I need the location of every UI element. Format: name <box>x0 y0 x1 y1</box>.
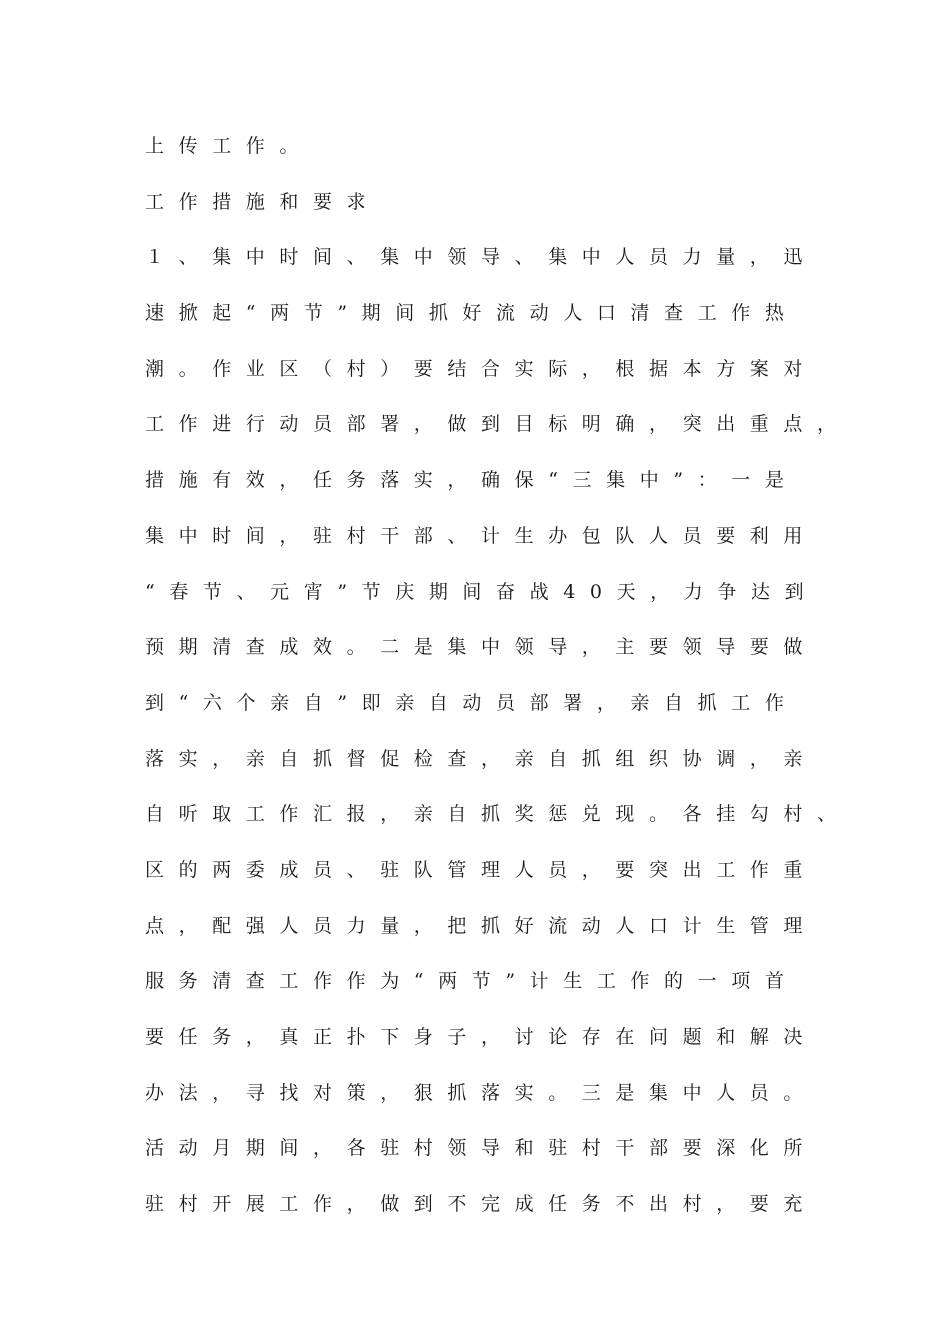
text-line: 点，配强人员力量，把抓好流动人口计生管理 <box>145 914 818 937</box>
text-line: 上传工作。 <box>145 135 314 157</box>
text-line: 要任务，真正扑下身子，讨论存在问题和解决 <box>145 1026 818 1048</box>
text-line: 工作进行动员部署，做到目标明确，突出重点， <box>145 413 851 436</box>
text-line: 办法，寻找对策，狠抓落实。三是集中人员。 <box>145 1081 818 1104</box>
text-line: “春节、元宵”节庆期间奋战40天，力争达到 <box>145 580 819 603</box>
text-line: 自听取工作汇报，亲自抓奖惩兑现。各挂勾村、 <box>145 803 851 826</box>
text-line: 到“六个亲自”即亲自动员部署，亲自抓工作 <box>145 691 799 714</box>
text-line: 速掀起“两节”期间抓好流动人口清查工作热 <box>145 302 799 325</box>
body-text <box>145 130 851 1244</box>
text-line: 措施有效，任务落实，确保“三集中”：一是 <box>145 469 799 492</box>
text-line: 活动月期间，各驻村领导和驻村干部要深化所 <box>145 1137 818 1160</box>
text-line: 服务清查工作作为“两节”计生工作的一项首 <box>145 970 799 993</box>
text-line: 落实，亲自抓督促检查，亲自抓组织协调，亲 <box>145 747 818 770</box>
text-line: 驻村开展工作，做到不完成任务不出村，要充 <box>145 1193 818 1216</box>
text-line: １、集中时间、集中领导、集中人员力量，迅 <box>145 246 818 269</box>
text-line: 区的两委成员、驻队管理人员，要突出工作重 <box>145 858 818 881</box>
text-line: 潮。作业区（村）要结合实际，根据本方案对 <box>145 357 818 380</box>
text-line: 集中时间，驻村干部、计生办包队人员要利用 <box>145 524 818 547</box>
section-heading: 工作措施和要求 <box>145 190 381 213</box>
text-line: 预期清查成效。二是集中领导，主要领导要做 <box>145 636 818 659</box>
